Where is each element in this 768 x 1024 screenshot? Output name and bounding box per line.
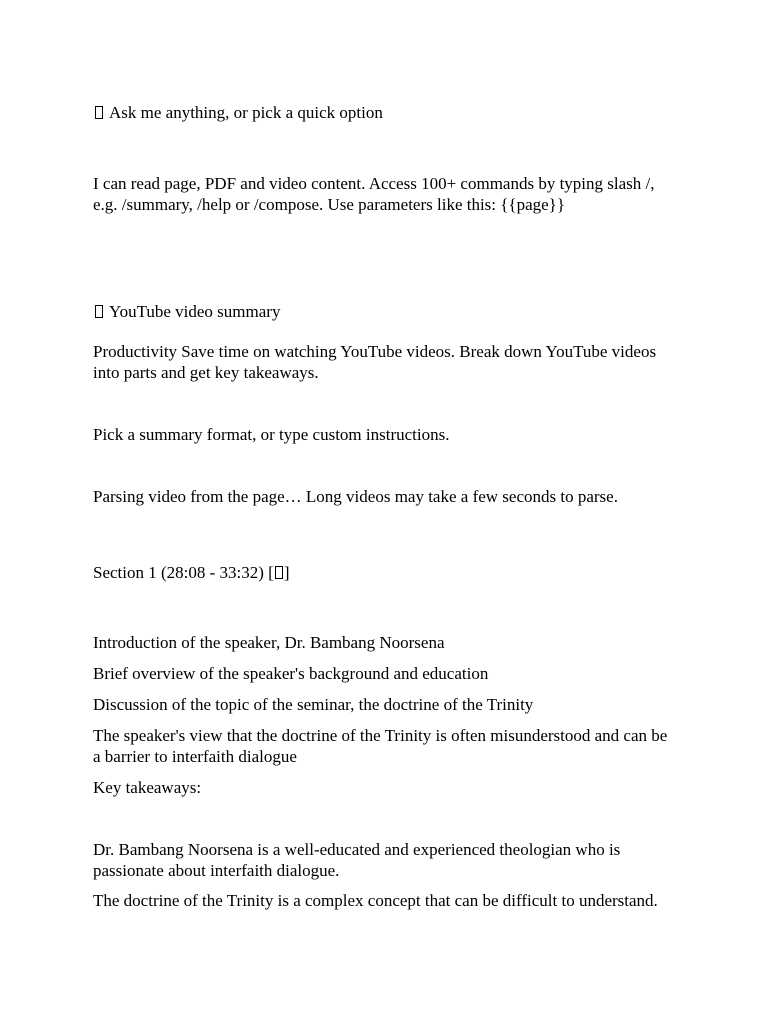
- section-point: Introduction of the speaker, Dr. Bambang Noorsena: [93, 633, 445, 652]
- missing-glyph-icon: [93, 104, 105, 125]
- section-point: Brief overview of the speaker's background and education: [93, 664, 489, 683]
- quick-option-text: Ask me anything, or pick a quick option: [109, 103, 383, 122]
- takeaway-item: The doctrine of the Trinity is a complex concept that can be difficult to understand.: [93, 891, 658, 910]
- youtube-summary-description: Productivity Save time on watching YouTube videos. Break down YouTube videos into parts and get key takeaways.: [93, 342, 657, 382]
- summary-format-instruction: Pick a summary format, or type custom instructions.: [93, 425, 450, 444]
- section-heading: [93, 562, 673, 583]
- section-point: The speaker's view that the doctrine of the Trinity is often misunderstood and can be a barrier to interfaith dialogue: [93, 726, 668, 766]
- section-heading-prefix: Section 1 (28:08 - 33:32) [: [93, 563, 274, 582]
- quick-option-prompt[interactable]: [93, 102, 673, 125]
- section-heading-suffix: ]: [283, 563, 290, 582]
- assistant-intro: I can read page, PDF and video content. Access 100+ commands by typing slash /, e.g. /summary, /help or /compose. Use parameters like this: {{page}}: [93, 174, 655, 214]
- key-takeaways-label: Key takeaways:: [93, 778, 202, 797]
- parsing-status: Parsing video from the page… Long videos may take a few seconds to parse.: [93, 487, 618, 506]
- youtube-summary-title[interactable]: [93, 301, 673, 324]
- takeaway-item: Dr. Bambang Noorsena is a well-educated and experienced theologian who is passionate about interfaith dialogue.: [93, 840, 621, 880]
- missing-glyph-icon: [93, 303, 105, 324]
- section-point: Discussion of the topic of the seminar, the doctrine of the Trinity: [93, 695, 534, 714]
- youtube-summary-title-text: YouTube video summary: [109, 302, 281, 321]
- missing-glyph-icon: [275, 566, 283, 579]
